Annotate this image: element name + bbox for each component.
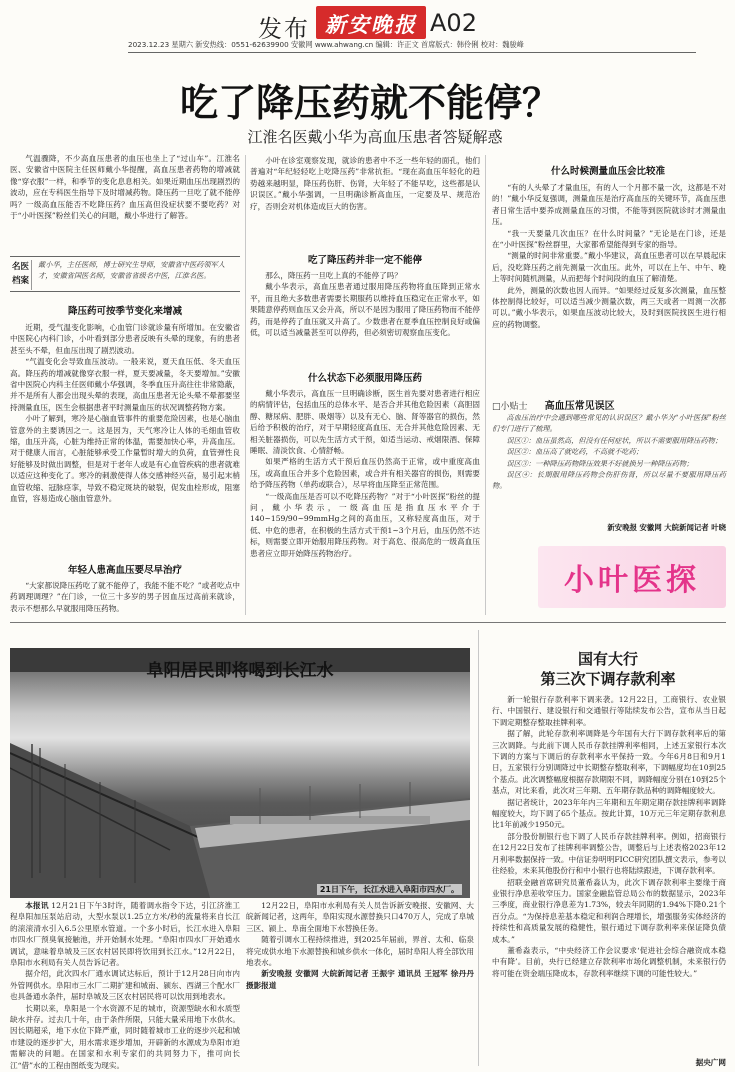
lead-paragraph: 小叶了解到，寒冷是心脑血管事件的重要危险因素，也是心脑血管意外的主要诱因之一。这是因为，天气寒冷让人体的毛细血管收缩，血压升高，心脏为维持正常的体温，需要加快心率，升高血压。对于健康人而言，心脏能够承受工作量暂时增大的负荷，血管弹性良好能够及时做出调整，但是对于老年人或是有心血管疾病的患者就难以适应这种变化了。寒冷的刺激使得人体交感神经兴奋，易引起末梢血管收缩、冠脉痉挛，导致不稳定斑块的破裂，促发血栓形成，阻塞血管，容易造成心脑血管意外。 [10, 414, 240, 504]
subheading-when-must-take: 什么状态下必须服用降压药 [307, 373, 422, 384]
photo-caption: 21日下午，长江水进入阜阳市四水厂。 [317, 884, 462, 895]
water-paragraph: 12月22日，阜阳市水利局有关人员告诉新安晚报、安徽网、大皖新闻记者，这两年，阜阳实现水源替换只口470万人，完成了阜城三区、颍上、阜南全面地下水替换任务。 [246, 901, 474, 933]
water-paragraph: 据介绍，此次四水厂通水调试达标后，预计于12月28日向市内外管网供水。阜阳市三水厂二期扩建和城南、颍东、西湖三个配水厂也具备通水条件，届时阜城及三区农村居民将可以饮用到地表水。 [10, 969, 240, 1002]
tips-box [492, 394, 726, 534]
column-divider [245, 155, 246, 615]
tips-body [492, 412, 726, 492]
water-paragraph: 本报讯 12月21日下午3时许，随着调水指令下达，引江济淮工程阜阳加压泵站启动，大型水泵以1.25立方米/秒的流量将来自长江的滚滚清水引入6.5公里原水管道。一个多小时后，长江水进入阜阳市四水厂预臭氧接触池，并开始制水处理。“阜阳市四水厂开始通水调试，意味着阜城及三区农村居民即将饮用到长江水。”12月22日，阜阳市水利局有关人员告诉记者。 [10, 901, 241, 968]
subheading-young-patients: 年轻人患高血压要尽早治疗 [67, 565, 182, 576]
lead-paragraph: “气温变化会导致血压波动。一般来说，夏天血压低、冬天血压高。降压药的增减就像穿衣服一样，夏天要减量，冬天要增加。”安徽省中医院心内科主任医师戴小华强调，冬季血压升高往往非常隐蔽，并不是所有人都会出现头晕的表现，高血压患者无论头晕不晕都要坚持测量血压，医生会根据患者平时测量血压的状况调整药物方案。 [10, 357, 240, 412]
column-divider [478, 630, 479, 1066]
lead-paragraph: “我一天要量几次血压？在什么时间量？”无论是在门诊，还是在“小叶医探”粉丝群里，大家都希望能得到专家的指导。 [492, 228, 726, 250]
bank-headline-line-1: 国有大行 [577, 650, 638, 668]
lead-col-2-body [250, 388, 480, 559]
bank-paragraph: 新一轮银行存款利率下调来袭。12月22日，工商银行、农业银行、中国银行、建设银行和交通银行等陆续发布公告，宣布从当日起下调定期整存整取挂牌利率。 [492, 695, 726, 727]
lead-paragraph: 戴小华表示，高血压一旦明确诊断，医生首先要对患者进行相应的病情评估，包括血压的总体水平、是否合并其他危险因素（高胆固醇、糖尿病、肥胖、吸烟等）以及有无心、脑、肾等器官的损伤，然后给予积极的治疗，对于早期轻度高血压、无合并其他危险因素、无相关脏器损伤，可以先生活方式干预，如适当运动、戒烟限酒、保障睡眠、清淡饮食、心情舒畅。 [250, 389, 480, 456]
bank-paragraph: 部分股份制银行也下调了人民币存款挂牌利率。例如，招商银行在12月22日发布了挂牌利率调整公告，调整后与上述表格2023年12月利率数据保持一致。中信证券明明FICC研究团队撰文表示，参考以往经验，未来其他股份行和中小银行也将陆续跟进，下调存款利率。 [492, 831, 726, 876]
water-photo [10, 648, 470, 898]
bank-paragraph: 据了解，此轮存款利率调降是今年国有大行下调存款利率后的第三次调降。与此前下调人民币存款挂牌利率相同，上述五家银行本次下调的方案与下调后的存款利率水平保持一致。今年6月8日和9月1日，五家银行分别调降过中长期整存整取利率，下调幅度均在10到25个基点。此次调整幅度根据存款期限不同，调降幅度分别在10到25个基点，对比来看，此次对三年期、五年期存款品种的调降幅度较大。 [492, 729, 726, 796]
lead-col-1-body [10, 322, 240, 505]
bank-paragraph: 董希淼表示，“中央经济工作会议要求‘促进社会综合融资成本稳中有降’。目前，央行已经建立存款利率市场化调整机制，未来银行仍将可能在资金端压降成本，存款利率继续下调的可能性较大。” [492, 945, 726, 978]
doctor-profile-card [10, 256, 240, 292]
lead-paragraph: “有的人头晕了才量血压，有的人一个月都不量一次，这都是不对的！”戴小华反复强调，测量血压是治疗高血压的关键环节，高血压患者日常生活中要养成测量血压的习惯，不能等到医院就诊时才测量血压。 [492, 183, 726, 227]
lead-col-1-tail [10, 580, 240, 614]
subheading-when-to-measure: 什么时候测量血压会比较准 [550, 166, 665, 177]
lead-paragraph: 小叶在诊室观察发现，就诊的患者中不乏一些年轻的面孔，他们普遍对“年纪轻轻吃上吃降压药”非常抗拒。“现在高血压年轻化的趋势越来越明显，降压药伤肝、伤肾，大年轻了不能早吃，这些都是认识误区。”戴小华强调，一旦明确诊断高血压，一定要及早、规范治疗，否则会对机体造成巨大的伤害。 [250, 156, 480, 211]
lead-col-2-mid [250, 270, 480, 338]
water-plant-photo-illustration [10, 648, 470, 898]
tips-myth: 误区②：血压高了就吃药，不高就不吃药； [506, 447, 643, 457]
tips-title: 高血压常见误区 [544, 401, 615, 412]
lead-paragraph: “大家都说降压药吃了就不能停了，我能不能不吃？”或者吃点中药调理调理？”在门诊，一位三十多岁的男子因血压过高前来就诊，表示不想那么早就服用降压药物。 [10, 581, 240, 613]
masthead [0, 0, 735, 54]
subheading-seasonal-dosage: 降压药可按季节变化来增减 [67, 306, 182, 317]
tips-myth: 误区①：血压虽然高，但没有任何症状，所以不需要服用降压药物； [506, 435, 723, 445]
section-label: 发布 [258, 15, 310, 43]
bank-headline-line-2: 第三次下调存款利率 [540, 670, 676, 688]
water-col-1 [10, 900, 240, 1071]
newspaper-logo: 新安晚报 [316, 6, 426, 39]
tips-intro: 高血压治疗中会遇到哪些常见的认识误区？戴小华为“小叶医探”粉丝们专门进行了梳理。 [492, 413, 726, 434]
lead-headline: 吃了降压药就不能停？ [179, 81, 560, 125]
lead-paragraph: “一级高血压是否可以不吃降压药物？”对于“小叶医探”粉丝的提问，戴小华表示，一级高血压是指血压水平介于140~159/90~99mmHg之间的高血压，又称轻度高血压，对于低、中危的患者，在积极的生活方式干预1~3个月后，血压仍然不达标，则需要立即开始服用降压药物。对于高危、很高危的一级高血压患者应立即开始降压药物治疗。 [250, 491, 480, 558]
news-tag: 本报讯 [25, 901, 49, 910]
water-col-2 [246, 900, 474, 991]
lead-paragraph: 那么，降压药一旦吃上真的不能停了吗？ [265, 271, 402, 280]
lead-paragraph: 戴小华表示，高血压患者通过服用降压药物将血压降到正常水平，而且绝大多数患者需要长期服药以维持血压稳定在正常水平，如果随意停药则血压又会升高，所以不是因为服用了降压药物而不能停药，而是停药了血压就又升高了。少数患者在夏季血压控制良好或偏低，可以适当减量甚至可以停药，但必须密切观察血压变化。 [250, 282, 480, 338]
column-divider [485, 155, 486, 615]
lead-col-1-top [10, 153, 240, 221]
lead-col-3-body [492, 182, 726, 330]
water-paragraph: 随着引调水工程持续推进，到2025年届前，界首、太和、临泉将完成供水地下水源替换和城乡供水一体化，届时阜阳人将全部饮用地表水。 [246, 935, 474, 968]
lead-byline: 新安晚报 安徽网 大皖新闻记者 叶晓 [607, 523, 726, 532]
bank-source: 据央广网 [695, 1058, 726, 1067]
lead-paragraph: 近期，受气温变化影响，心血管门诊就诊量有所增加。在安徽省中医院心内科门诊，小叶看到部分患者反映有头晕的现象，有的患者甚至头不晕，但血压出现了剧烈波动。 [10, 323, 240, 355]
water-paragraph: 长期以来，阜阳是一个水资源不足的城市，资源型缺水和水质型缺水并存。过去几十年，由于条件所限，只能大量采用地下水供水。因长期超采，地下水位下降严重，同时随着城市工业的逐步兴起和城市建设的逐步扩大，用水需求逐步增加，开辟新的水源成为阜阳市迫需解决的问题。在国家和水利专家们的共同努力下，推可向长江“借”水的工程由图纸变为现实。 [10, 1003, 240, 1070]
lead-paragraph: 如果严格的生活方式干预后血压仍然高于正常，或中重度高血压，或高血压合并多个危险因素，或合并有相关器官的损伤，则需要给予降压药物（单药或联合），尽早将血压降至正常范围。 [250, 457, 480, 490]
tips-myth: 误区③：一种降压药物降压效果不好就换另一种降压药物； [506, 458, 694, 468]
water-headline: 阜阳居民即将喝到长江水 [146, 661, 334, 681]
page-number: A02 [430, 9, 477, 37]
lead-paragraph: 此外，测量的次数也因人而异。“如果经过反复多次测量，血压整体控制得比较好，可以适当减少测量次数，两三天或者一周测一次都可以。”戴小华表示，如果血压波动比较大，及时到医院找医生进行相应的药物调整。 [492, 285, 726, 329]
bank-paragraph: 招联金融首席研究员董希淼认为，此次下调存款利率主要缘于商业银行净息差收窄压力。国家金融监管总局公布的数据显示，2023年三季度，商业银行净息差为1.73%，较去年同期的1.94%下降0.21个百分点。“为保持息差基本稳定和利润合理增长，增强服务实体经济的持续性和高质量发展的稳健性，银行通过下调存款利率来保证降负债成本。” [492, 877, 726, 944]
subheading-can-stop-medication: 吃了降压药并非一定不能停 [307, 255, 422, 266]
lead-paragraph: “测量的时间非常重要。”戴小华建议，高血压患者可以在早晨起床后，没吃降压药之前先测量一次血压。此外，可以在上午、中午、晚上等时间随机测量，从而把每个时间段的血压了解清楚。 [492, 251, 726, 284]
profile-card-text: 戴小华，主任医师，博士研究生导师，安徽省中医药领军人才，安徽省国医名师，安徽省省级名中医，江淮名医。 [38, 260, 225, 280]
masthead-rule [128, 52, 696, 53]
section-divider [10, 622, 726, 623]
lead-subhead: 江淮名医戴小华为高血压患者答疑解惑 [247, 128, 503, 146]
profile-card-label: 名医 档案 [10, 260, 32, 290]
lead-col-2-top [250, 155, 480, 212]
tips-myth: 误区④：长期服用降压药物会伤肝伤肾，所以尽量不要服用降压药物。 [492, 470, 726, 491]
column-badge: 小叶医探 [538, 546, 726, 608]
bank-paragraph: 据记者统计，2023年年内三年期和五年期定期存款挂牌利率调降幅度较大，均下调了65个基点。按此计算，10万元三年定期存款利息比1年前减少1950元。 [492, 797, 726, 830]
water-byline: 新安晚报 安徽网 大皖新闻记者 王振宇 通讯员 王冠军 徐丹丹 摄影报道 [246, 969, 474, 990]
lead-paragraph: 气温骤降，不少高血压患者的血压也坐上了“过山车”。江淮名医、安徽省中医院主任医师戴小华提醒，高血压患者药物的增减就像“穿衣服”一样，和季节的变化息息相关。如果近期血压出现剧烈的波动，应在专科医生指导下及时增减药物。降压药一旦吃了就不能停吗？一级高血压能否不吃降压药？血压高但没症状要不要吃药？对于“小叶医探”粉丝们关心的问题，戴小华进行了解答。 [10, 154, 240, 221]
tips-heading [492, 394, 726, 413]
bank-body [492, 694, 726, 979]
tips-label: □小贴士 [492, 402, 528, 412]
masthead-meta: 2023.12.23 星期六 新安热线：0551-62639900 安徽网 www.ahwang.cn 编辑：许正文 首席版式：韩伶俐 校对：魏骏峰 [128, 40, 524, 49]
